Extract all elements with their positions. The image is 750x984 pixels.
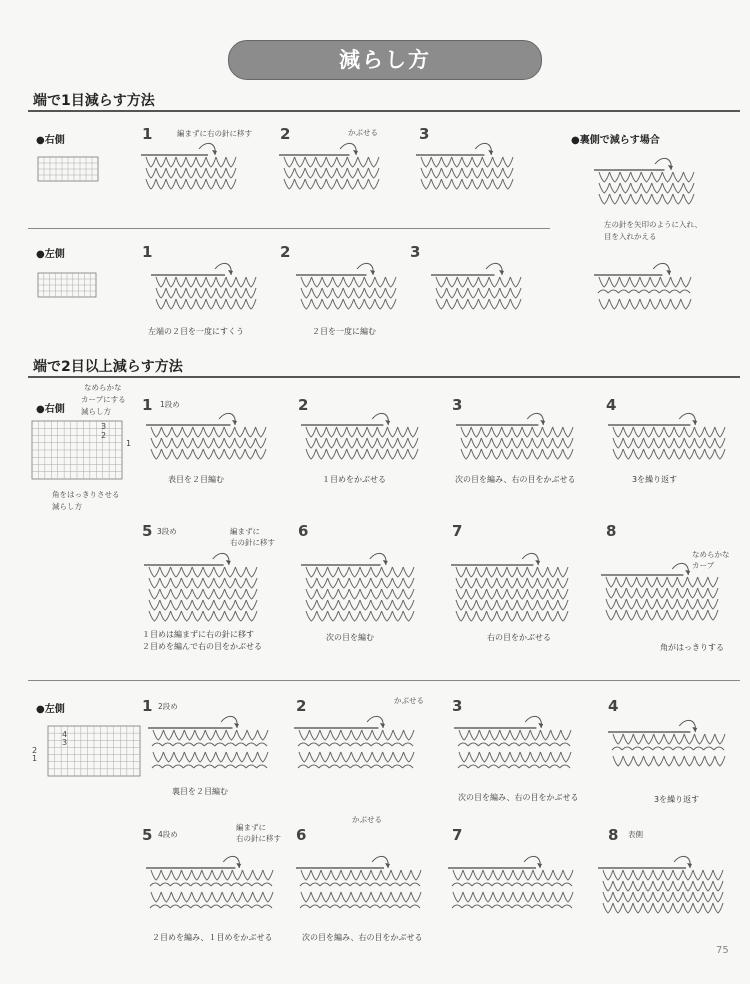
note-pass-over: かぶせる (348, 128, 378, 137)
caption: ２目を一度に編む (312, 327, 376, 336)
row-number: 1 (32, 754, 38, 763)
note-purl-line2: 目を入れかえる (604, 232, 657, 241)
chart-grid (32, 421, 122, 479)
note-purl-line1: 左の針を矢印のように入れ、 (604, 220, 702, 229)
label-left-side: ●左側 (36, 249, 65, 260)
label-right-side: ●右側 (36, 404, 65, 415)
step-number: 1 (142, 396, 153, 414)
knit-illustration (148, 555, 256, 625)
caption: １目めをかぶせる (322, 475, 386, 484)
step-number: 2 (296, 697, 307, 715)
page-title: 減らし方 (228, 40, 542, 80)
knit-illustration (612, 722, 724, 777)
chart-note: なめらかな (84, 383, 122, 392)
chart-grid-right (38, 157, 98, 181)
knit-illustration (305, 415, 417, 465)
row-number: 2 (32, 746, 38, 755)
knit-illustration (283, 145, 378, 200)
row-number: 1 (126, 439, 132, 448)
section-rule (28, 110, 740, 112)
row-tag: 1段め (160, 400, 180, 409)
note-slip: 右の針に移す (230, 538, 275, 547)
step-number: 1 (142, 125, 153, 143)
note-slip: 右の針に移す (236, 834, 281, 843)
caption: 3を繰り返す (632, 475, 678, 484)
knit-illustration (605, 565, 717, 627)
chart-note: 角をはっきりさせる (52, 490, 120, 499)
step-number: 2 (280, 243, 291, 261)
right-side-tag: 表側 (628, 830, 643, 839)
caption: 角がはっきりする (660, 643, 724, 652)
step-number: 3 (452, 396, 463, 414)
caption: １目めは編まずに右の針に移す (142, 630, 254, 639)
step-number: 1 (142, 243, 153, 261)
knit-illustration (452, 858, 572, 923)
step-number: 3 (452, 697, 463, 715)
knit-illustration (420, 145, 512, 200)
step-number: 5 (142, 826, 153, 844)
caption: 次の目を編み、右の目をかぶせる (455, 475, 576, 484)
knit-illustration (602, 858, 722, 923)
knit-illustration (598, 265, 690, 320)
note-slip: 編まずに (230, 527, 260, 536)
label-purl-side: ●裏側で減らす場合 (571, 135, 660, 146)
caption: ２目めを編んで右の目をかぶせる (142, 642, 262, 651)
step-number: 3 (410, 243, 421, 261)
chart-note: 減らし方 (52, 502, 82, 511)
note-pass-over: かぶせる (394, 696, 424, 705)
row-number: 2 (101, 431, 107, 440)
note-smooth: カーブ (692, 561, 715, 570)
step-number: 2 (298, 396, 309, 414)
row-tag: 3段め (157, 527, 177, 536)
knit-illustration (305, 555, 413, 625)
caption: 次の目を編み、右の目をかぶせる (302, 933, 423, 942)
knit-illustration (300, 265, 395, 320)
row-tag: 4段め (158, 830, 178, 839)
knit-illustration (150, 858, 272, 923)
knit-illustration (455, 555, 567, 625)
chart-note: カーブにする (81, 395, 126, 404)
knit-illustration (612, 415, 724, 465)
page-number: 75 (716, 945, 729, 956)
note-pass-over: かぶせる (352, 815, 382, 824)
step-number: 4 (606, 396, 617, 414)
divider (28, 228, 550, 229)
step-number: 2 (280, 125, 291, 143)
step-number: 4 (608, 697, 619, 715)
knit-illustration (598, 160, 693, 210)
step-number: 8 (606, 522, 617, 540)
note-slip: 編まずに (236, 823, 266, 832)
step-number: 5 (142, 522, 153, 540)
step-number: 7 (452, 826, 463, 844)
knit-illustration (145, 145, 235, 200)
step-number: 7 (452, 522, 463, 540)
chart-note: 減らし方 (81, 407, 111, 416)
step-number: 6 (298, 522, 309, 540)
knit-illustration (152, 718, 267, 776)
caption: 右の目をかぶせる (487, 633, 551, 642)
section-heading-single-decrease: 端で1目減らす方法 (33, 93, 155, 109)
knit-illustration (150, 415, 265, 465)
row-tag: 2段め (158, 702, 178, 711)
row-number: 4 (62, 730, 68, 739)
section-heading-multi-decrease: 端で2目以上減らす方法 (33, 359, 183, 375)
knit-illustration (460, 415, 572, 465)
caption: 裏目を２目編む (172, 787, 228, 796)
knit-illustration (458, 718, 570, 776)
row-number: 3 (62, 738, 68, 747)
caption: 表目を２目編む (168, 475, 224, 484)
step-number: 8 (608, 826, 619, 844)
label-right-side: ●右側 (36, 135, 65, 146)
knit-illustration (300, 858, 420, 923)
knit-illustration (435, 265, 520, 320)
note-slip: 編まずに右の針に移す (177, 129, 252, 138)
note-smooth: なめらかな (692, 550, 730, 559)
section-rule (28, 376, 740, 378)
caption: 左端の２目を一度にすくう (148, 327, 244, 336)
knit-illustration (155, 265, 255, 320)
divider (28, 680, 740, 681)
caption: 3を繰り返す (654, 795, 700, 804)
caption: 次の目を編む (326, 633, 374, 642)
row-number: 3 (101, 422, 107, 431)
caption: 次の目を編み、右の目をかぶせる (458, 793, 579, 802)
label-left-side: ●左側 (36, 704, 65, 715)
step-number: 1 (142, 697, 153, 715)
chart-grid-left (38, 273, 96, 297)
step-number: 6 (296, 826, 307, 844)
knit-illustration (298, 718, 413, 776)
step-number: 3 (419, 125, 430, 143)
caption: ２目めを編み、１目めをかぶせる (152, 933, 273, 942)
